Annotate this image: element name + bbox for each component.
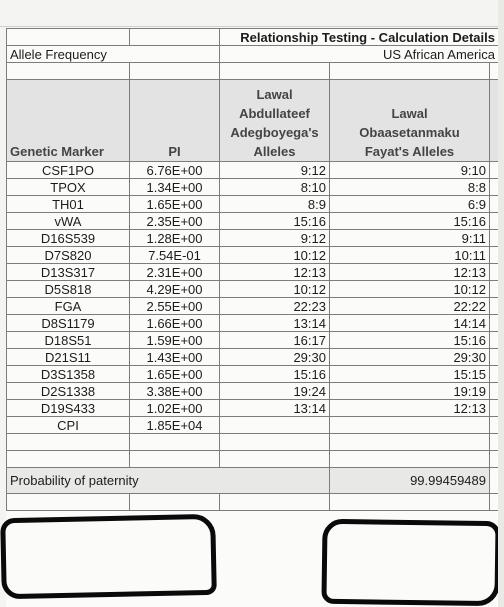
marker-cell: TPOX: [7, 179, 130, 196]
marker-cell: D5S818: [7, 281, 130, 298]
genetic-marker-header: Genetic Marker: [7, 80, 130, 162]
spacer-row: [7, 63, 499, 80]
alleged-alleles-cell: 10:12: [220, 281, 330, 298]
screen-top-edge: [0, 26, 504, 27]
spacer-cell: [7, 63, 130, 80]
table-row: [7, 383, 499, 400]
marker-cell: D2S1338: [7, 383, 130, 400]
cpi-blank: [220, 417, 330, 434]
report-title: Relationship Testing - Calculation Details: [220, 29, 499, 46]
alleged-alleles-cell: 8:10: [220, 179, 330, 196]
title-blank: [7, 29, 130, 46]
pi-cell: 4.29E+00: [130, 281, 220, 298]
table-row: [7, 230, 499, 247]
alleged-alleles-cell: 15:16: [220, 366, 330, 383]
marker-cell: D7S820: [7, 247, 130, 264]
alleged-alleles-cell: 19:24: [220, 383, 330, 400]
blank-row: [7, 451, 499, 468]
marker-cell: D16S539: [7, 230, 130, 247]
alleged-alleles-cell: 10:12: [220, 247, 330, 264]
marker-cell: D13S317: [7, 264, 130, 281]
alleged-alleles-cell: 12:13: [220, 264, 330, 281]
table-row: [7, 366, 499, 383]
child-alleles-cell: 12:13: [330, 264, 490, 281]
marker-cell: FGA: [7, 298, 130, 315]
pi-cell: 1.66E+00: [130, 315, 220, 332]
pi-cell: 2.55E+00: [130, 298, 220, 315]
table-row: [7, 162, 499, 179]
blank-cell: [330, 434, 490, 451]
marker-cell: D3S1358: [7, 366, 130, 383]
cpi-row: [7, 417, 499, 434]
table-row: [7, 179, 499, 196]
child-alleles-cell: 15:16: [330, 332, 490, 349]
calculation-details-table: [6, 28, 499, 511]
marker-cell: D21S11: [7, 349, 130, 366]
marker-cell: D19S433: [7, 400, 130, 417]
probability-row: [7, 468, 499, 494]
blank-cell: [330, 451, 490, 468]
cpi-value: 1.85E+04: [130, 417, 220, 434]
pi-cell: 1.65E+00: [130, 366, 220, 383]
cpi-blank: [330, 417, 490, 434]
alleged-alleles-cell: 9:12: [220, 162, 330, 179]
marker-cell: vWA: [7, 213, 130, 230]
spacer-cell: [330, 63, 490, 80]
blank-cell: [130, 451, 220, 468]
child-alleles-cell: 12:13: [330, 400, 490, 417]
pi-cell: 7.54E-01: [130, 247, 220, 264]
spacer-cell: [220, 63, 330, 80]
pi-cell: 6.76E+00: [130, 162, 220, 179]
marker-cell: CSF1PO: [7, 162, 130, 179]
pi-cell: 2.35E+00: [130, 213, 220, 230]
table-row: [7, 400, 499, 417]
child-alleles-cell: 15:16: [330, 213, 490, 230]
allele-frequency-row: [7, 46, 499, 63]
pi-cell: 1.43E+00: [130, 349, 220, 366]
header-row: [7, 80, 499, 162]
child-header: Lawal Obaasetanmaku Fayat's Alleles: [330, 80, 490, 162]
table-row: [7, 315, 499, 332]
child-alleles-cell: 14:14: [330, 315, 490, 332]
blank-cell: [330, 494, 490, 511]
child-alleles-cell: 10:11: [330, 247, 490, 264]
alleged-alleles-cell: 9:12: [220, 230, 330, 247]
alleged-parent-header: Lawal Abdullateef Adegboyega's Alleles: [220, 80, 330, 162]
alleged-alleles-cell: 29:30: [220, 349, 330, 366]
blank-cell: [220, 494, 330, 511]
alleged-alleles-cell: 13:14: [220, 400, 330, 417]
blank-row: [7, 434, 499, 451]
marker-cell: D18S51: [7, 332, 130, 349]
pi-cell: 1.34E+00: [130, 179, 220, 196]
table-row: [7, 264, 499, 281]
child-alleles-cell: 15:15: [330, 366, 490, 383]
alleged-alleles-cell: 22:23: [220, 298, 330, 315]
probability-value: 99.99459489: [330, 468, 490, 494]
paper-right-edge: [498, 0, 504, 607]
table-row: [7, 332, 499, 349]
alleged-alleles-cell: 15:16: [220, 213, 330, 230]
child-alleles-cell: 9:11: [330, 230, 490, 247]
table-row: [7, 213, 499, 230]
child-alleles-cell: 9:10: [330, 162, 490, 179]
table-row: [7, 247, 499, 264]
blank-cell: [130, 434, 220, 451]
child-alleles-cell: 10:12: [330, 281, 490, 298]
blank-cell: [130, 494, 220, 511]
blank-cell: [7, 494, 130, 511]
pi-cell: 3.38E+00: [130, 383, 220, 400]
title-blank-2: [130, 29, 220, 46]
child-alleles-cell: 29:30: [330, 349, 490, 366]
allele-frequency-label: Allele Frequency: [7, 46, 220, 63]
pi-cell: 1.59E+00: [130, 332, 220, 349]
marker-cell: D8S1179: [7, 315, 130, 332]
table-row: [7, 349, 499, 366]
alleged-alleles-cell: 16:17: [220, 332, 330, 349]
spacer-cell: [130, 63, 220, 80]
child-alleles-cell: 8:8: [330, 179, 490, 196]
title-row: [7, 29, 499, 46]
pi-cell: 1.28E+00: [130, 230, 220, 247]
cpi-label: CPI: [7, 417, 130, 434]
child-alleles-cell: 22:22: [330, 298, 490, 315]
marker-cell: TH01: [7, 196, 130, 213]
pi-cell: 2.31E+00: [130, 264, 220, 281]
table-row: [7, 298, 499, 315]
alleged-alleles-cell: 13:14: [220, 315, 330, 332]
pi-cell: 1.02E+00: [130, 400, 220, 417]
blank-cell: [7, 434, 130, 451]
alleged-alleles-cell: 8:9: [220, 196, 330, 213]
table-row: [7, 281, 499, 298]
blank-cell: [7, 451, 130, 468]
pi-cell: 1.65E+00: [130, 196, 220, 213]
blank-cell: [220, 434, 330, 451]
population-label: US African America: [220, 46, 499, 63]
bottom-blank-row: [7, 494, 499, 511]
blank-cell: [220, 451, 330, 468]
table-row: [7, 196, 499, 213]
pi-header: PI: [130, 80, 220, 162]
probability-label: Probability of paternity: [7, 468, 330, 494]
child-alleles-cell: 6:9: [330, 196, 490, 213]
child-alleles-cell: 19:19: [330, 383, 490, 400]
